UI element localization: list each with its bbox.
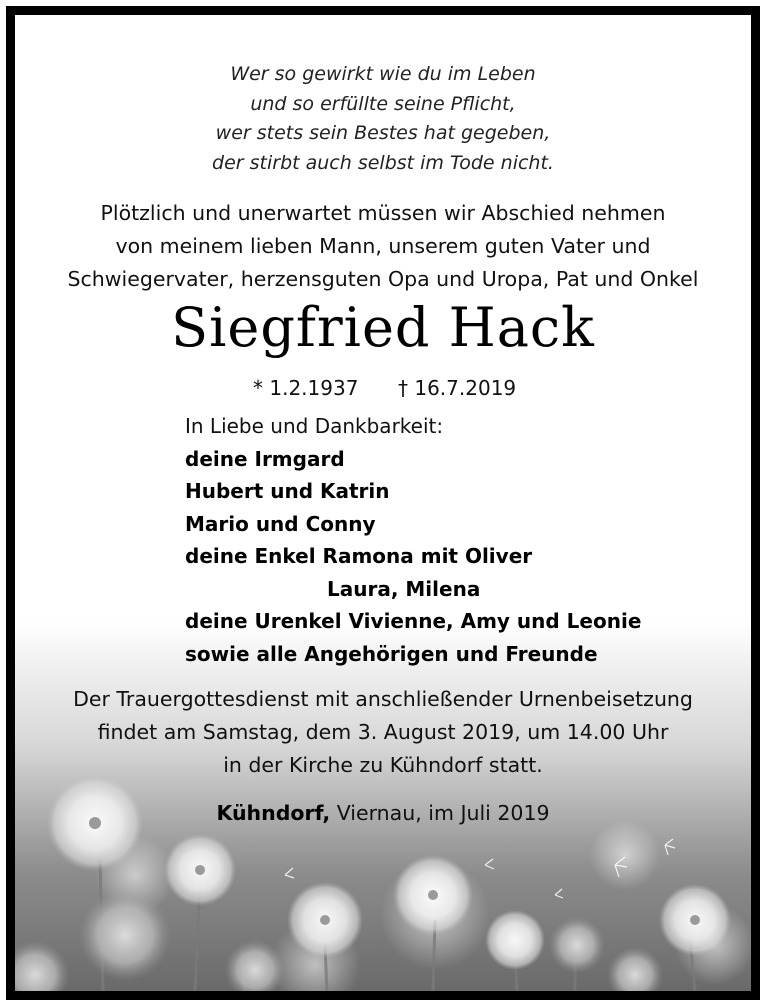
mourner-line: Hubert und Katrin	[185, 479, 390, 503]
mourner-line: deine Urenkel Vivienne, Amy und Leonie	[185, 609, 642, 633]
mourner-line: deine Irmgard	[185, 446, 345, 471]
death-date: † 16.7.2019	[398, 376, 517, 400]
service-line: Der Trauergottesdienst mit anschließender Urnenbeisetzung	[73, 687, 693, 711]
mourners-list	[185, 410, 641, 670]
place-rest: Viernau, im Juli 2019	[336, 801, 550, 825]
mourner-line: Laura, Milena	[327, 576, 481, 601]
place-and-date	[15, 798, 751, 828]
intro-line: von meinem lieben Mann, unserem guten Vater und	[115, 234, 651, 258]
mourners-lead: In Liebe und Dankbarkeit:	[185, 414, 444, 438]
verse-line: Wer so gewirkt wie du im Leben	[230, 63, 536, 85]
announcement-intro	[15, 197, 751, 296]
mourner-line: Mario und Conny	[185, 511, 376, 536]
intro-line: Schwiegervater, herzensguten Opa und Uropa, Pat und Onkel	[67, 267, 699, 291]
obituary-frame	[6, 6, 760, 1000]
service-line: in der Kirche zu Kühndorf statt.	[223, 753, 543, 777]
birth-date: * 1.2.1937	[253, 376, 359, 400]
mourner-line: sowie alle Angehörigen und Freunde	[185, 641, 598, 666]
obituary-content	[15, 15, 751, 991]
verse-line: der stirbt auch selbst im Tode nicht.	[212, 151, 554, 174]
deceased-name: Siegfried Hack	[171, 296, 595, 359]
memorial-verse	[15, 60, 751, 178]
verse-line: wer stets sein Bestes hat gegeben,	[215, 122, 551, 144]
verse-line: und so erfüllte seine Pflicht,	[250, 92, 516, 115]
intro-line: Plötzlich und unerwartet müssen wir Abschied nehmen	[100, 201, 666, 225]
funeral-service-info	[15, 683, 751, 782]
place-town: Kühndorf,	[216, 801, 331, 825]
service-line: findet am Samstag, dem 3. August 2019, um 14.00 Uhr	[97, 720, 669, 744]
mourner-line: deine Enkel Ramona mit Oliver	[185, 544, 533, 568]
